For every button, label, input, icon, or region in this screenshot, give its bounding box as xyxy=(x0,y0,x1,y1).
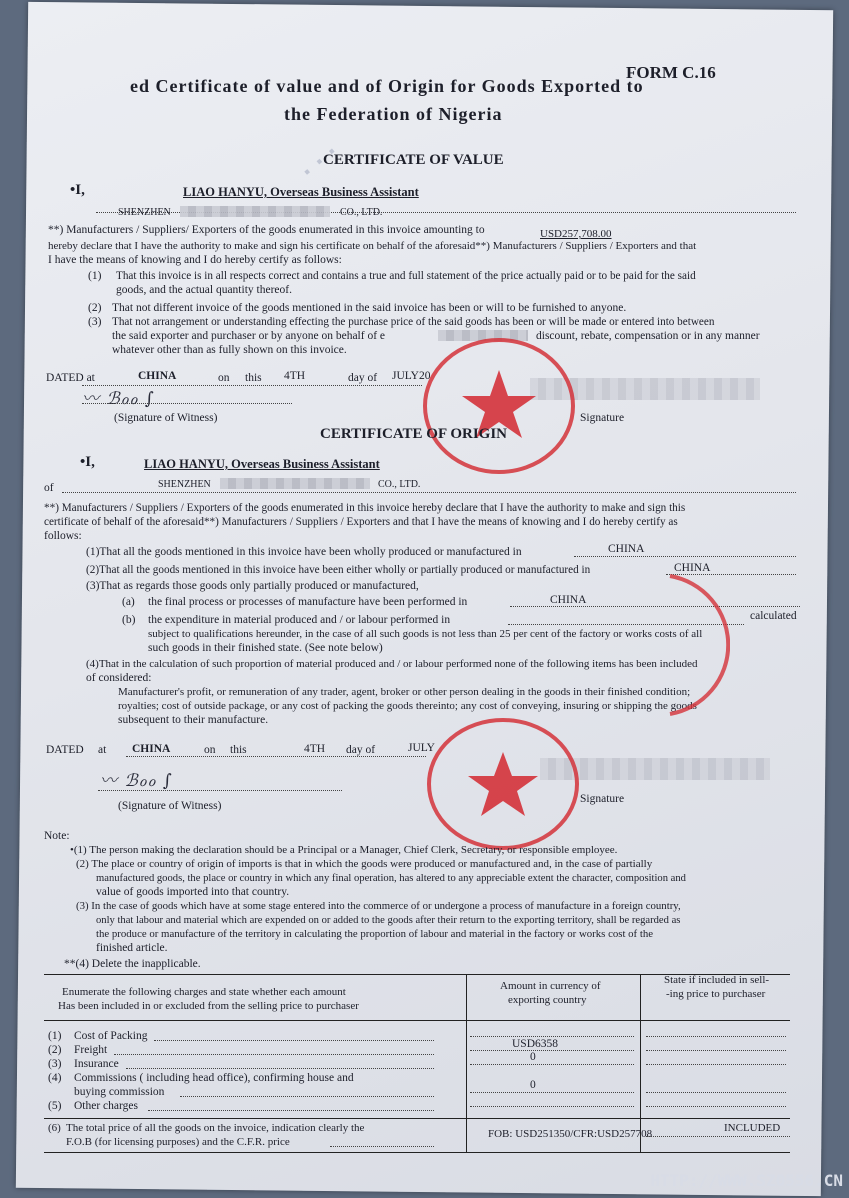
table-row-label: Freight xyxy=(74,1044,108,1056)
title-line-1: ed Certificate of value and of Origin for Goods Exported to xyxy=(130,76,644,96)
table-row-amount: 0 xyxy=(530,1051,536,1063)
form-id: FORM C.16 xyxy=(626,63,716,82)
watermark-diagonal-1: · · · xyxy=(296,139,344,186)
coo-para3: follows: xyxy=(44,530,82,542)
table-row-label: Commissions ( including head office), confirming house and xyxy=(74,1072,354,1084)
note-n3c: the produce or manufacture of the territory in calculating the proportion of labour and material in the factory or works cost of the xyxy=(96,928,654,940)
table-row-label: Other charges xyxy=(74,1100,138,1112)
coo-dated-place: CHINA xyxy=(132,743,171,755)
note-n2c: value of goods imported into that country. xyxy=(96,886,290,898)
table-head-col2b: exporting country xyxy=(508,994,587,1006)
coo-witness-label: (Signature of Witness) xyxy=(118,800,222,812)
table-head-col3a: State if included in sell- xyxy=(664,974,770,986)
table-total-amount: FOB: USD251350/CFR:USD257708 xyxy=(488,1128,653,1140)
coo-on-label: on xyxy=(204,744,216,756)
coo-c4e: subsequent to their manufacture. xyxy=(118,714,269,726)
cov-on-label: on xyxy=(218,372,230,384)
witness-signature-2: 〰 ℬℴℴ ∫ xyxy=(100,771,173,791)
note-n1: •(1) The person making the declaration should be a Principal or a Manager, Chief Clerk, Secretary, or responsible employee. xyxy=(70,844,618,856)
table-row-label: Cost of Packing xyxy=(74,1030,148,1042)
table-head-col1a: Enumerate the following charges and state whether each amount xyxy=(62,986,346,998)
cov-item3c: whatever other than as fully shown on this invoice. xyxy=(112,344,347,356)
coo-c4b: of considered: xyxy=(86,672,152,684)
table-row-label: buying commission xyxy=(74,1086,165,1098)
note-n2b: manufactured goods, the place or country in which any final operation, has altered to any appreciable extent the character, composition and xyxy=(96,873,686,884)
coo-c3a-val: CHINA xyxy=(550,594,587,606)
table-total-state: INCLUDED xyxy=(724,1122,781,1134)
cov-month: JULY20 xyxy=(392,370,431,382)
cov-line-c: I have the means of knowing and I do hereby certify as follows: xyxy=(48,254,342,266)
table-row-num: (2) xyxy=(48,1044,62,1056)
coo-day-of-label: day of xyxy=(346,744,376,756)
coo-c3a: the final process or processes of manufacture have been performed in xyxy=(148,596,468,608)
company-seal-stamp-2 xyxy=(424,712,582,852)
coo-c3: (3)That as regards those goods only partially produced or manufactured, xyxy=(86,580,419,592)
coo-signature-label: Signature xyxy=(580,793,625,805)
note-label: Note: xyxy=(44,830,70,842)
table-head-col2a: Amount in currency of xyxy=(500,980,601,992)
coo-para1: **) Manufacturers / Suppliers / Exporters of the goods enumerated in this invoice hereby declare that I have the authority to make and sign this xyxy=(44,502,686,514)
title-line-2: the Federation of Nigeria xyxy=(284,104,503,124)
coo-month: JULY xyxy=(408,742,435,754)
coo-c3b-num: (b) xyxy=(122,614,136,626)
coo-c3b: the expenditure in material produced and / or labour performed in xyxy=(148,614,451,626)
cov-item3b-post: discount, rebate, compensation or in any manner xyxy=(536,330,760,342)
cov-item2-num: (2) xyxy=(88,302,102,314)
cov-company-suffix: CO., LTD. xyxy=(340,207,383,218)
coo-heading: CERTIFICATE OF ORIGIN xyxy=(320,426,507,442)
partial-seal-stamp xyxy=(660,570,730,720)
table-total-a: The total price of all the goods on the invoice, indication clearly the xyxy=(66,1122,365,1134)
coo-day: 4TH xyxy=(304,743,326,755)
cov-line-a: **) Manufacturers / Suppliers/ Exporters of the goods enumerated in this invoice amounting to xyxy=(48,224,485,236)
coo-c1: (1)That all the goods mentioned in this invoice have been wholly produced or manufactured in xyxy=(86,546,522,558)
coo-c3a-num: (a) xyxy=(122,596,135,608)
table-row-amount: USD6358 xyxy=(512,1038,559,1050)
coo-company-prefix: SHENZHEN xyxy=(158,479,211,490)
coo-c3b3: such goods in their finished state. (See note below) xyxy=(148,642,383,654)
coo-c4: (4)That in the calculation of such proportion of material produced and / or labour performed none of the following items has been included xyxy=(86,658,698,670)
coo-dated-label: DATED xyxy=(46,744,84,756)
cov-signature-label: Signature xyxy=(580,412,625,424)
cov-this-label: this xyxy=(245,372,262,384)
table-total-num: (6) xyxy=(48,1122,61,1134)
coo-i-label: •I, xyxy=(80,454,95,470)
coo-c3b-tail: calculated xyxy=(750,610,797,622)
coo-c4c: Manufacturer's profit, or remuneration of any trader, agent, broker or other person dealing in the goods in their finished condition; xyxy=(118,686,691,698)
table-row-num: (3) xyxy=(48,1058,62,1070)
cov-day-of-label: day of xyxy=(348,372,378,384)
cov-line-b: hereby declare that I have the authority to make and sign his certificate on behalf of the aforesaid**) Manufacturers / Suppliers / Exporters and that xyxy=(48,240,697,252)
redacted-company xyxy=(180,206,330,217)
table-row-label: Insurance xyxy=(74,1058,119,1070)
cov-item3a: That not arrangement or understanding effecting the purchase price of the said goods has been or will be made or entered into between xyxy=(112,316,715,328)
coo-c2-val: CHINA xyxy=(674,562,711,574)
table-row-num: (4) xyxy=(48,1072,62,1084)
table-total-b: F.O.B (for licensing purposes) and the C.F.R. price xyxy=(66,1136,290,1148)
cov-company-prefix: SHENZHEN xyxy=(118,207,171,218)
redacted-company-2 xyxy=(220,478,370,489)
company-seal-stamp-1 xyxy=(420,336,578,476)
coo-at-label: at xyxy=(98,744,107,756)
cov-item1-num: (1) xyxy=(88,270,102,282)
note-n3a: (3) In the case of goods which have at some stage entered into the commerce of or undergone a process of manufacture in a foreign country, xyxy=(76,900,681,912)
table-row-amount: 0 xyxy=(530,1079,536,1091)
cov-item1b: goods, and the actual quantity thereof. xyxy=(116,284,292,296)
table-head-col1b: Has been included in or excluded from the selling price to purchaser xyxy=(58,1000,359,1012)
cov-dated-label: DATED at xyxy=(46,372,95,384)
coo-this-label: this xyxy=(230,744,247,756)
cov-item3b-pre: the said exporter and purchaser or by anyone on behalf of e xyxy=(112,330,386,342)
witness-signature-1: 〰 ℬℴℴ ∫ xyxy=(82,389,155,409)
cov-amount: USD257,708.00 xyxy=(540,228,612,240)
cov-item2: That not different invoice of the goods mentioned in the said invoice has been or will to be furnished to anyone. xyxy=(112,302,627,314)
coo-of-label: of xyxy=(44,482,54,494)
coo-c3b2: subject to qualifications hereunder, in the case of all such goods is not less than 25 per cent of the factory or works costs of all xyxy=(148,628,703,640)
note-n2a: (2) The place or country of origin of imports is that in which the goods were produced or manufactured and, in the case of partially xyxy=(76,858,653,870)
cov-name: LIAO HANYU, Overseas Business Assistant xyxy=(183,185,419,199)
coo-c2: (2)That all the goods mentioned in this invoice have been either wholly or partially produced or manufactured in xyxy=(86,564,591,576)
table-row-num: (5) xyxy=(48,1100,62,1112)
cov-day: 4TH xyxy=(284,370,306,382)
table-head-col3b: -ing price to purchaser xyxy=(666,988,766,1000)
coo-c4d: royalties; cost of outside package, or any cost of packing the goods thereinto; any cost of conveying, insuring or shipping the goods xyxy=(118,700,697,712)
coo-c1-val: CHINA xyxy=(608,543,645,555)
cov-dated-place: CHINA xyxy=(138,370,177,382)
cov-item3-num: (3) xyxy=(88,316,102,328)
coo-para2: certificate of behalf of the aforesaid**) Manufacturers / Suppliers / Exporters and that I have the means of knowing and I do hereby certify as xyxy=(44,516,678,528)
cov-i-label: •I, xyxy=(70,182,85,198)
note-n3d: finished article. xyxy=(96,942,168,954)
coo-company-suffix: CO., LTD. xyxy=(378,479,421,490)
coo-name: LIAO HANYU, Overseas Business Assistant xyxy=(144,457,380,471)
note-n3b: only that labour and material which are expended on or added to the goods after their return to the exporting territory, shall be regarded as xyxy=(96,915,681,926)
cov-witness-label: (Signature of Witness) xyxy=(114,412,218,424)
website-watermark: HTTP://WWW.SZ0556.CN xyxy=(650,1171,843,1190)
table-row-num: (1) xyxy=(48,1030,62,1042)
cov-item1a: That this invoice is in all respects correct and contains a true and full statement of the price actually paid or to be paid for the said xyxy=(116,270,696,282)
cov-heading: CERTIFICATE OF VALUE xyxy=(323,152,504,168)
note-n4: **(4) Delete the inapplicable. xyxy=(64,958,201,970)
